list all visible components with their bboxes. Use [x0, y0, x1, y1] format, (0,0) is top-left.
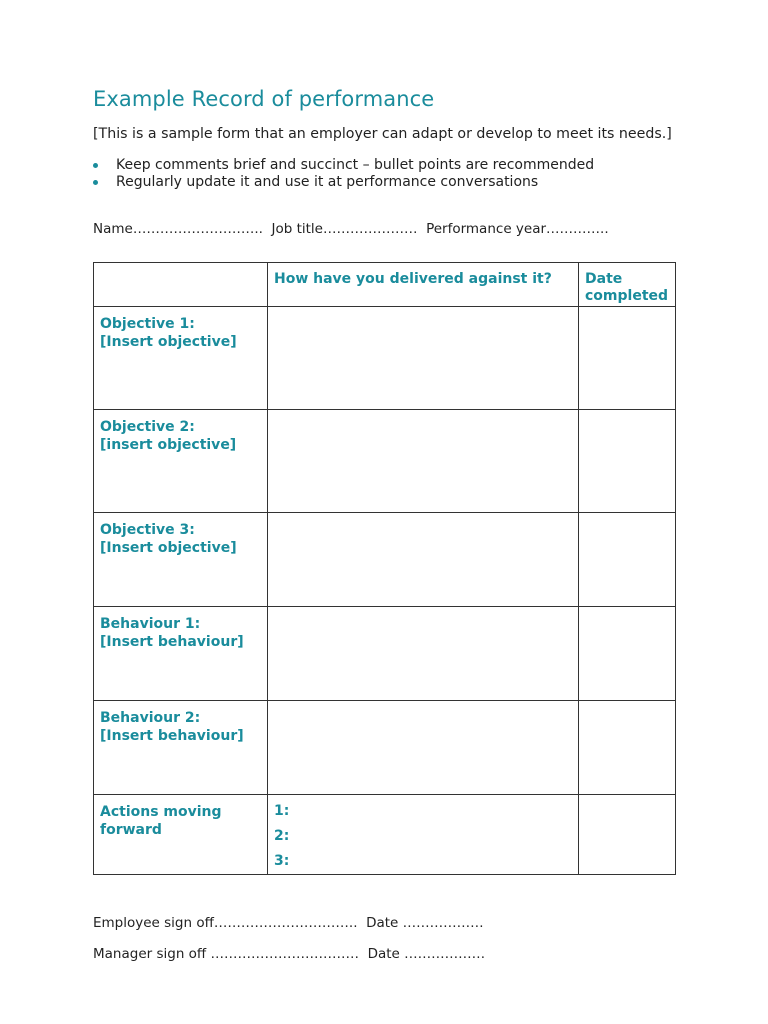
actions-cell[interactable] — [268, 795, 579, 875]
delivered-cell[interactable] — [268, 513, 579, 607]
objective-2-label: Objective 2: — [100, 419, 195, 435]
header-empty-cell — [94, 263, 268, 307]
date-cell[interactable] — [579, 607, 676, 701]
delivered-cell[interactable] — [268, 607, 579, 701]
row-label — [94, 701, 268, 795]
header-date-line1: Date — [585, 271, 623, 287]
list-item — [93, 157, 594, 174]
table-header-row — [94, 263, 676, 307]
intro-text: [This is a sample form that an employer can adapt or develop to meet its needs.] — [93, 126, 672, 142]
date-cell[interactable] — [579, 307, 676, 410]
guidance-list — [93, 157, 594, 191]
date-cell[interactable] — [579, 701, 676, 795]
table-row — [94, 513, 676, 607]
action-1-label: 1: — [274, 803, 290, 819]
delivered-cell[interactable] — [268, 701, 579, 795]
behaviour-2-placeholder: [Insert behaviour] — [100, 728, 244, 744]
details-fields-line: Name……………………….. Job title………………… Performance year………….. — [93, 221, 609, 237]
employee-signoff: Employee sign off………………………….. Date ……………… — [93, 915, 484, 931]
page-title: Example Record of performance — [93, 87, 435, 111]
objective-2-placeholder: [insert objective] — [100, 437, 237, 453]
table-row — [94, 701, 676, 795]
row-label — [94, 513, 268, 607]
row-label — [94, 307, 268, 410]
objective-3-placeholder: [Insert objective] — [100, 540, 237, 556]
row-label — [94, 795, 268, 875]
behaviour-1-placeholder: [Insert behaviour] — [100, 634, 244, 650]
bullet-text: Regularly update it and use it at performance conversations — [116, 174, 539, 190]
table-row — [94, 607, 676, 701]
date-cell[interactable] — [579, 410, 676, 513]
date-cell[interactable] — [579, 513, 676, 607]
header-date-completed — [579, 263, 676, 307]
objective-1-label: Objective 1: — [100, 316, 195, 332]
action-3-label: 3: — [274, 853, 290, 869]
header-delivered: How have you delivered against it? — [268, 263, 579, 307]
objective-3-label: Objective 3: — [100, 522, 195, 538]
delivered-cell[interactable] — [268, 410, 579, 513]
bullet-text: Keep comments brief and succinct – bullet points are recommended — [116, 157, 595, 173]
action-2-label: 2: — [274, 828, 290, 844]
manager-signoff: Manager sign off …………………………… Date ……………… — [93, 946, 486, 962]
performance-table — [93, 262, 676, 875]
bullet-icon — [93, 163, 98, 168]
behaviour-1-label: Behaviour 1: — [100, 616, 201, 632]
date-cell[interactable] — [579, 795, 676, 875]
bullet-icon — [93, 180, 98, 185]
row-label — [94, 410, 268, 513]
table-row — [94, 307, 676, 410]
delivered-cell[interactable] — [268, 307, 579, 410]
row-label — [94, 607, 268, 701]
actions-list — [274, 799, 572, 874]
table-row — [94, 795, 676, 875]
table-row — [94, 410, 676, 513]
actions-label-line1: Actions moving — [100, 804, 222, 820]
header-date-line2: completed — [585, 288, 669, 304]
behaviour-2-label: Behaviour 2: — [100, 710, 201, 726]
actions-label-line2: forward — [100, 822, 162, 838]
list-item — [93, 174, 594, 191]
objective-1-placeholder: [Insert objective] — [100, 334, 237, 350]
